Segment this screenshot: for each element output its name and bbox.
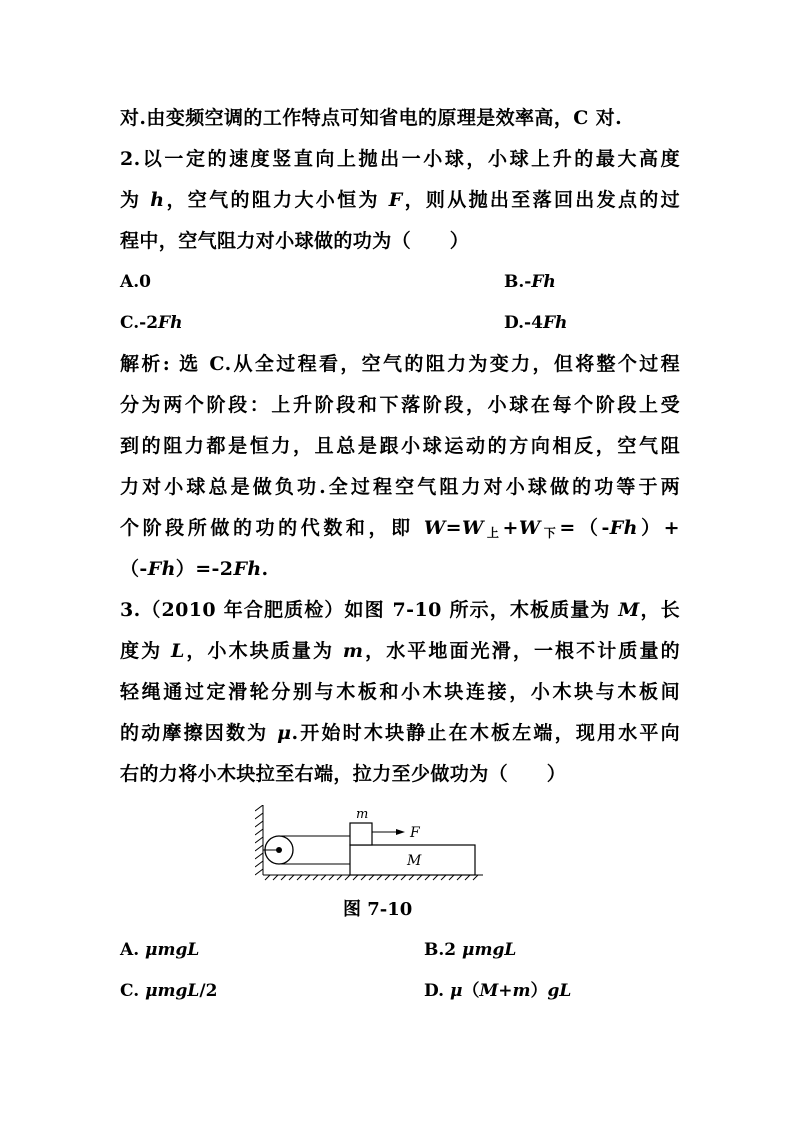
wall-hatching [255,805,263,875]
label-F: F [410,825,420,841]
pulley-board-diagram [255,805,485,885]
force-arrow-head [396,829,405,835]
option-c: C. μmgL/2 [120,981,218,1001]
figure-caption: 图 7-10 [343,899,413,920]
option-b: B.2 μmgL [424,940,517,960]
pulley-axle [276,847,282,853]
question-2-line: 程中，空气阻力对小球做的功为（ ） [120,230,470,252]
analysis-line: 个阶段所做的功的代数和，即 $W=W_上+W_下=(-Fh)+$ [120,517,680,540]
document-page [120,98,680,795]
option-d: D.-4Fh [504,313,568,333]
question-3-line: 右的力将小木块拉至右端，拉力至少做功为（ ） [120,763,567,785]
label-m: m [356,807,369,822]
option-c: C.-2Fh [120,313,183,333]
question-2-line: 2.以一定的速度竖直向上抛出一小球，小球上升的最大高度 [120,148,680,170]
question-3-options-row [120,930,680,971]
option-a: A. μmgL [120,940,200,960]
analysis-line: 分为两个阶段：上升阶段和下落阶段，小球在每个阶段上受 [120,394,680,416]
small-block [350,823,372,845]
analysis-line: 解析: 选 C.从全过程看，空气的阻力为变力，但将整个过程 [120,353,680,375]
question-2-options-row [120,303,680,344]
question-3-line: 的动摩擦因数为 μ.开始时木块静止在木板左端，现用水平向 [120,722,680,744]
analysis-line: 力对小球总是做负功.全过程空气阻力对小球做的功等于两 [120,476,680,498]
option-b: B.-Fh [504,272,556,292]
question-3-options-row [120,971,680,1012]
text-line: 对.由变频空调的工作特点可知省电的原理是效率高，C 对. [120,107,623,129]
analysis-line: （-Fh）=-2Fh. [120,558,269,580]
label-M: M [407,853,422,869]
option-d: D. μ（M+m）gL [424,981,572,1001]
question-3-options [120,930,680,1012]
question-3-line: 3.（2010 年合肥质检）如图 7-10 所示，木板质量为 M，长 [120,599,680,621]
question-2-options-row [120,262,680,303]
question-3-line: 度为 L，小木块质量为 m，水平地面光滑，一根不计质量的 [120,640,680,662]
question-2-line: 为 h，空气的阻力大小恒为 F，则从抛出至落回出发点的过 [120,189,681,211]
question-3-line: 轻绳通过定滑轮分别与木板和小木块连接，小木块与木板间 [120,681,680,703]
option-a: A.0 [120,272,151,292]
ground [263,875,483,880]
analysis-line: 到的阻力都是恒力，且总是跟小球运动的方向相反，空气阻 [120,435,680,457]
